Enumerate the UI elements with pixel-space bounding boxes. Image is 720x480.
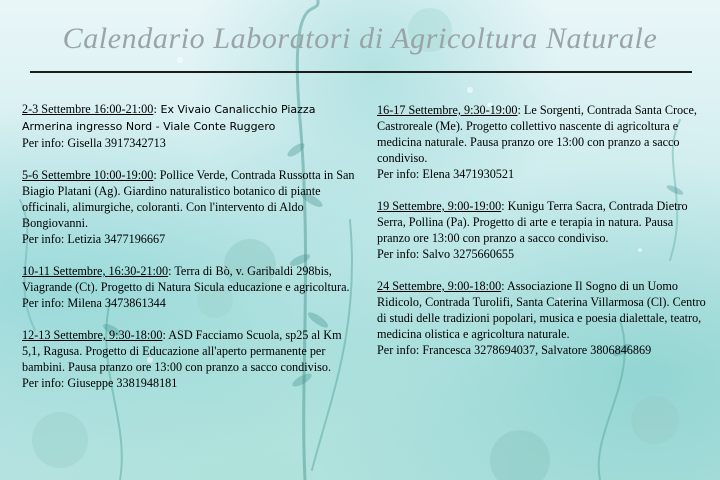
event-description: : Kunigu Terra Sacra, Contrada Dietro Serra, Pollina (Pa). Progetto di arte e terapia in natura. Pausa pranzo ore 13:00 con pranzo a sacco condiviso. bbox=[377, 199, 688, 245]
events-column-right bbox=[377, 102, 707, 374]
event-contact: Per info: Elena 3471930521 bbox=[377, 167, 515, 181]
event-entry bbox=[377, 198, 707, 262]
event-date: 16-17 Settembre, 9:30-19:00 bbox=[377, 103, 518, 117]
event-date: 24 Settembre, 9:00-18:00 bbox=[377, 279, 502, 293]
event-description: : Terra di Bò, v. Garibaldi 298bis, Viagrande (Ct). Progetto di Natura Sicula educazione e agricoltura. bbox=[22, 264, 350, 294]
title-divider bbox=[30, 71, 692, 73]
event-contact: Per info: Giuseppe 3381948181 bbox=[22, 376, 178, 390]
event-entry bbox=[22, 167, 362, 247]
event-contact: Per info: Milena 3473861344 bbox=[22, 296, 166, 310]
page-title: Calendario Laboratori di Agricoltura Naturale bbox=[62, 22, 658, 55]
event-description: : Le Sorgenti, Contrada Santa Croce, Castroreale (Me). Progetto collettivo nascente di agricoltura e medicina naturale. Pausa pranzo ore 13:00 con pranzo a sacco condiviso. bbox=[377, 103, 697, 165]
event-date: 10-11 Settembre, 16:30-21:00 bbox=[22, 264, 169, 278]
event-entry bbox=[22, 263, 362, 311]
event-description: : Pollice Verde, Contrada Russotta in San Biagio Platani (Ag). Giardino naturalistico botanico di piante officinali, alimurgiche, coloranti. Con l'intervento di Aldo Bongiovanni. bbox=[22, 168, 355, 230]
event-description: : Associazione Il Sogno di un Uomo Ridicolo, Contrada Turolifi, Santa Caterina Villarmosa (Cl). Centro di studi delle tradizioni popolari, musica e poesia dialettale, teatro, medicina olistica e agricoltura naturale. bbox=[377, 279, 706, 341]
event-contact: Per info: Gisella 3917342713 bbox=[22, 136, 166, 150]
events-column-left bbox=[22, 101, 362, 407]
event-entry bbox=[377, 102, 707, 182]
event-contact: Per info: Letizia 3477196667 bbox=[22, 232, 166, 246]
event-entry bbox=[377, 278, 707, 358]
event-contact: Per info: Salvo 3275660655 bbox=[377, 247, 515, 261]
event-description: : ASD Facciamo Scuola, sp25 al Km 5,1, Ragusa. Progetto di Educazione all'aperto permanente per bambini. Pausa pranzo ore 13:00 con pranzo a sacco condiviso. bbox=[22, 328, 342, 374]
event-date: 5-6 Settembre 10:00-19:00 bbox=[22, 168, 154, 182]
event-description: : Ex Vivaio Canalicchio Piazza Armerina ingresso Nord - Viale Conte Ruggero bbox=[22, 103, 316, 133]
event-entry bbox=[22, 327, 362, 391]
event-contact: Per info: Francesca 3278694037, Salvatore 3806846869 bbox=[377, 343, 652, 357]
event-date: 12-13 Settembre, 9:30-18:00 bbox=[22, 328, 163, 342]
event-entry bbox=[22, 101, 362, 151]
event-date: 19 Settembre, 9:00-19:00 bbox=[377, 199, 502, 213]
event-date: 2-3 Settembre 16:00-21:00 bbox=[22, 102, 154, 116]
